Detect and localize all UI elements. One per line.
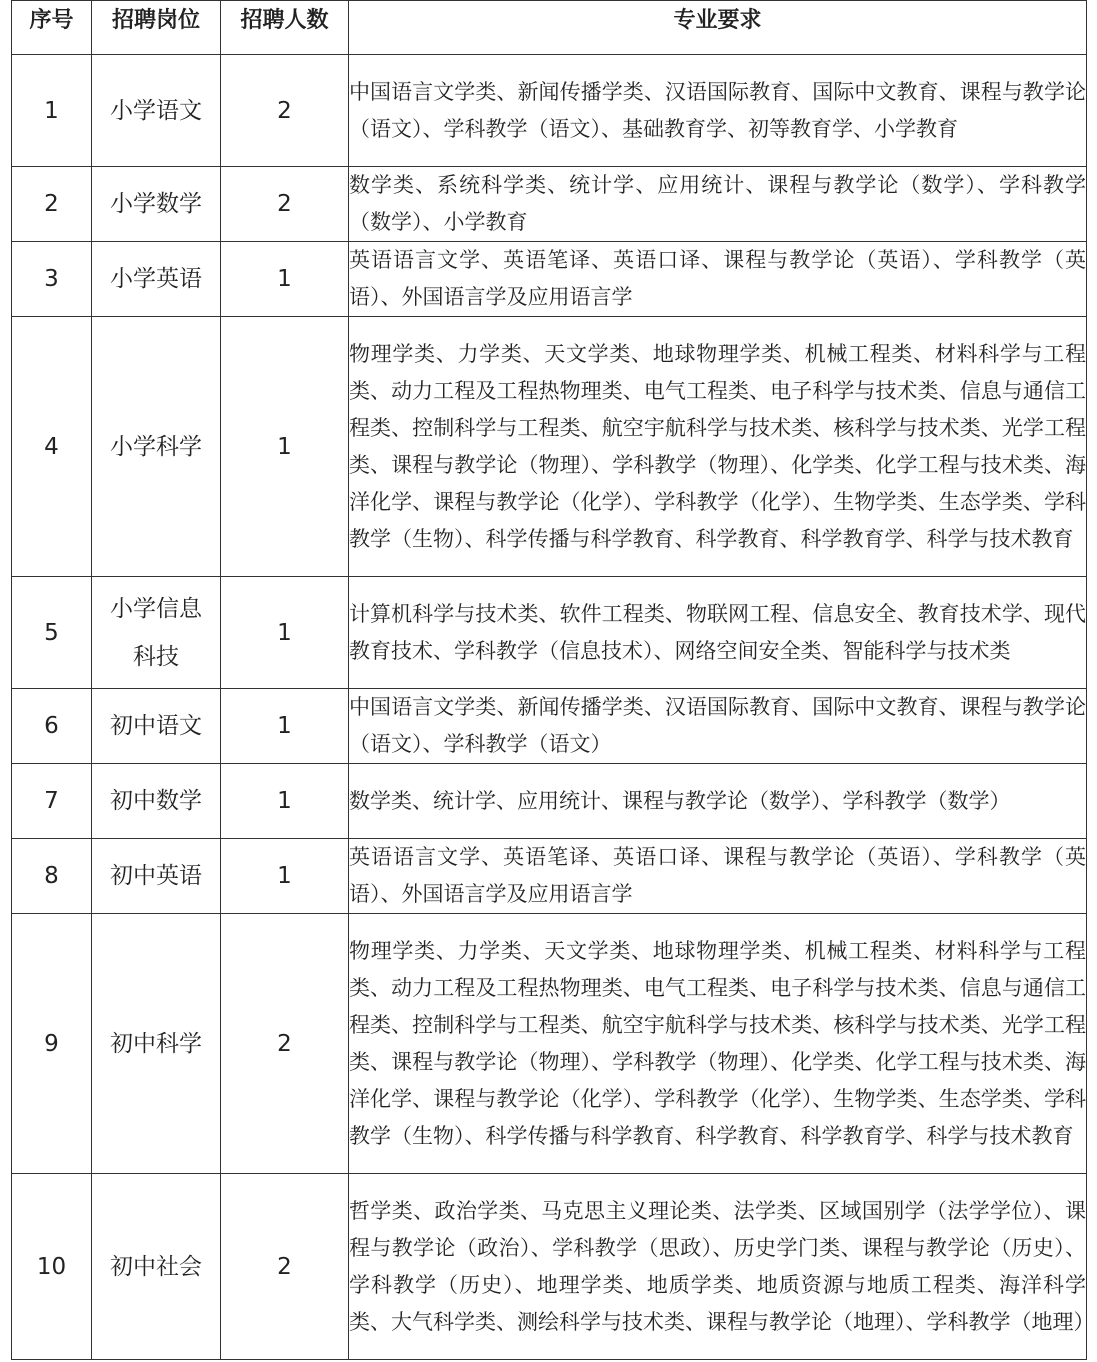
- table-row: [12, 764, 1087, 839]
- row-count: 1: [221, 689, 349, 764]
- row-no: 9: [12, 914, 92, 1174]
- header-count: 招聘人数: [221, 1, 349, 55]
- row-no: 7: [12, 764, 92, 839]
- row-no: 10: [12, 1174, 92, 1360]
- table-row: [12, 689, 1087, 764]
- row-position: 小学科学: [92, 317, 221, 577]
- row-requirement: 物理学类、力学类、天文学类、地球物理学类、机械工程类、材料科学与工程类、动力工程及工程热物理类、电气工程类、电子科学与技术类、信息与通信工程类、控制科学与工程类、航空宇航科学与技术类、核科学与技术类、光学工程类、课程与教学论（物理）、学科教学（物理）、化学类、化学工程与技术类、海洋化学、课程与教学论（化学）、学科教学（化学）、生物学类、生态学类、学科教学（生物）、科学传播与科学教育、科学教育、科学教育学、科学与技术教育: [349, 317, 1087, 577]
- row-requirement: 中国语言文学类、新闻传播学类、汉语国际教育、国际中文教育、课程与教学论（语文）、学科教学（语文）、基础教育学、初等教育学、小学教育: [349, 55, 1087, 167]
- row-count: 2: [221, 1174, 349, 1360]
- row-no: 6: [12, 689, 92, 764]
- row-requirement: 数学类、统计学、应用统计、课程与教学论（数学）、学科教学（数学）: [349, 764, 1087, 839]
- table-row: [12, 242, 1087, 317]
- row-requirement: 数学类、系统科学类、统计学、应用统计、课程与教学论（数学）、学科教学（数学）、小学教育: [349, 167, 1087, 242]
- row-requirement: 英语语言文学、英语笔译、英语口译、课程与教学论（英语）、学科教学（英语）、外国语言学及应用语言学: [349, 242, 1087, 317]
- row-position: 初中语文: [92, 689, 221, 764]
- row-count: 1: [221, 839, 349, 914]
- recruitment-table: [11, 0, 1095, 1360]
- row-count: 1: [221, 242, 349, 317]
- table-header-row: [12, 1, 1087, 55]
- row-no: 2: [12, 167, 92, 242]
- row-position: 小学英语: [92, 242, 221, 317]
- row-position: 初中科学: [92, 914, 221, 1174]
- row-requirement: 计算机科学与技术类、软件工程类、物联网工程、信息安全、教育技术学、现代教育技术、学科教学（信息技术）、网络空间安全类、智能科学与技术类: [349, 577, 1087, 689]
- table-row: [12, 1174, 1087, 1360]
- row-no: 8: [12, 839, 92, 914]
- row-position: 小学信息科技: [92, 577, 221, 689]
- row-no: 5: [12, 577, 92, 689]
- table-row: [12, 317, 1087, 577]
- row-position: 初中数学: [92, 764, 221, 839]
- row-position: 初中社会: [92, 1174, 221, 1360]
- table-row: [12, 55, 1087, 167]
- table-row: [12, 167, 1087, 242]
- row-count: 2: [221, 167, 349, 242]
- header-no: 序号: [12, 1, 92, 55]
- header-position: 招聘岗位: [92, 1, 221, 55]
- row-no: 1: [12, 55, 92, 167]
- row-count: 2: [221, 914, 349, 1174]
- row-count: 2: [221, 55, 349, 167]
- table-row: [12, 839, 1087, 914]
- row-requirement: 物理学类、力学类、天文学类、地球物理学类、机械工程类、材料科学与工程类、动力工程及工程热物理类、电气工程类、电子科学与技术类、信息与通信工程类、控制科学与工程类、航空宇航科学与技术类、核科学与技术类、光学工程类、课程与教学论（物理）、学科教学（物理）、化学类、化学工程与技术类、海洋化学、课程与教学论（化学）、学科教学（化学）、生物学类、生态学类、学科教学（生物）、科学传播与科学教育、科学教育、科学教育学、科学与技术教育: [349, 914, 1087, 1174]
- row-count: 1: [221, 764, 349, 839]
- table-row: [12, 577, 1087, 689]
- row-count: 1: [221, 317, 349, 577]
- row-requirement: 哲学类、政治学类、马克思主义理论类、法学类、区域国别学（法学学位）、课程与教学论（政治）、学科教学（思政）、历史学门类、课程与教学论（历史）、学科教学（历史）、地理学类、地质学类、地质资源与地质工程类、海洋科学类、大气科学类、测绘科学与技术类、课程与教学论（地理）、学科教学（地理）: [349, 1174, 1087, 1360]
- row-requirement: 中国语言文学类、新闻传播学类、汉语国际教育、国际中文教育、课程与教学论（语文）、学科教学（语文）: [349, 689, 1087, 764]
- row-no: 4: [12, 317, 92, 577]
- row-no: 3: [12, 242, 92, 317]
- row-position: 小学语文: [92, 55, 221, 167]
- row-requirement: 英语语言文学、英语笔译、英语口译、课程与教学论（英语）、学科教学（英语）、外国语言学及应用语言学: [349, 839, 1087, 914]
- row-position: 初中英语: [92, 839, 221, 914]
- row-count: 1: [221, 577, 349, 689]
- header-requirement: 专业要求: [349, 1, 1087, 55]
- row-position: 小学数学: [92, 167, 221, 242]
- table-row: [12, 914, 1087, 1174]
